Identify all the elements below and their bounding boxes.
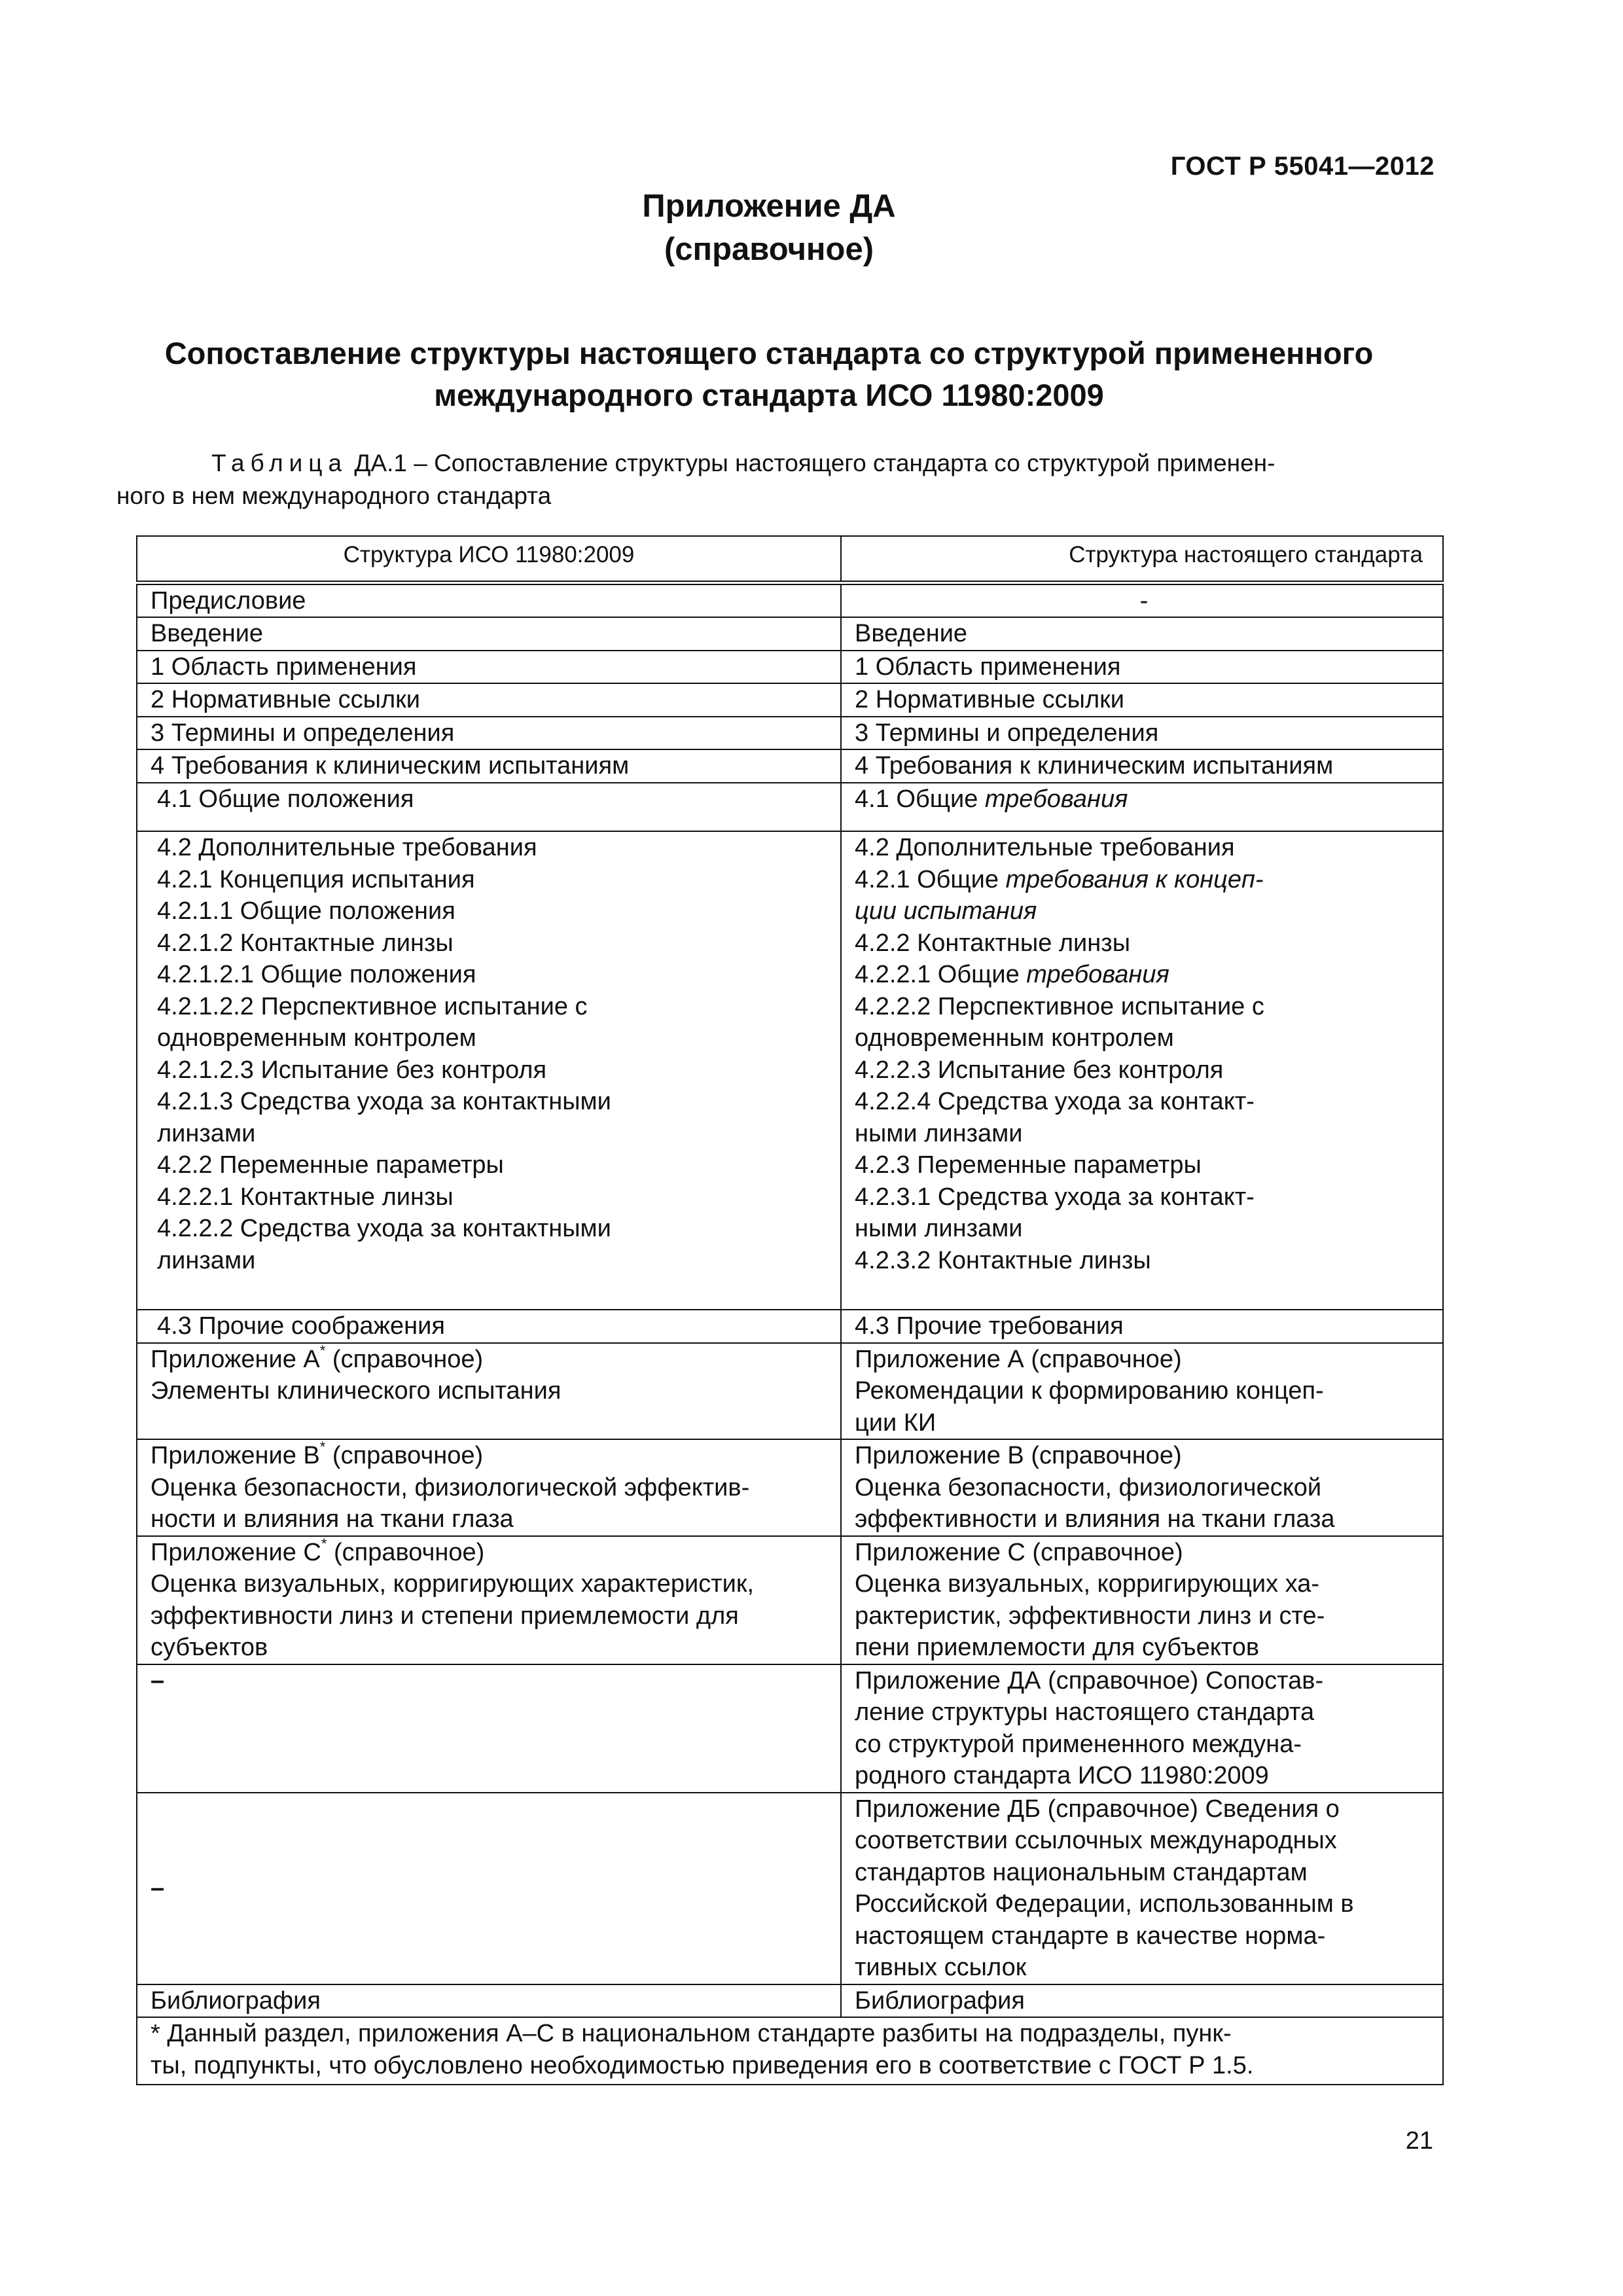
heading-line-1: Сопоставление структуры настоящего стандарта со структурой примененного [164, 336, 1374, 370]
table-footnote [137, 2017, 1443, 2085]
cell-line: Приложение ДА (справочное) Сопостав- [855, 1666, 1324, 1695]
cell-text-italic: требования [984, 785, 1128, 813]
table-row [137, 583, 1443, 617]
cell-line: Приложение А (справочное) [855, 1345, 1182, 1373]
cell-line: 4.2.1.2.3 Испытание без контроля [157, 1056, 547, 1084]
table-row [137, 1536, 1443, 1664]
table-cell [841, 1439, 1443, 1536]
table-caption [116, 447, 1442, 512]
table-row [137, 1343, 1443, 1440]
table-cell [841, 1793, 1443, 1984]
table-cell [137, 1439, 841, 1536]
table-cell: Введение [841, 617, 1443, 651]
table-cell: 4.1 Общие положения [137, 783, 841, 832]
cell-line: ление структуры настоящего стандарта [855, 1698, 1315, 1726]
cell-line: 4.2.3.2 Контактные линзы [855, 1246, 1151, 1274]
table-cell: 4 Требования к клиническим испытаниям [137, 749, 841, 783]
table-cell [137, 1343, 841, 1440]
cell-line: Рекомендации к формированию концеп- [855, 1377, 1324, 1405]
cell-text: (справочное) [327, 1538, 485, 1566]
cell-text-italic: требования [1026, 961, 1169, 988]
cell-line: одновременным контролем [157, 1024, 476, 1052]
table-cell: 3 Термины и определения [841, 717, 1443, 750]
cell-line: 4.2 Дополнительные требования [157, 834, 537, 861]
table-row [137, 831, 1443, 1310]
cell-line: 4.2.1.2.2 Перспективное испытание с [157, 992, 588, 1020]
footnote-marker: * [319, 1342, 326, 1359]
table-cell [841, 783, 1443, 832]
table-cell: 4.3 Прочие требования [841, 1310, 1443, 1343]
footnote-line: * Данный раздел, приложения А–С в национальном стандарте разбиты на подразделы, пунк- [151, 2020, 1232, 2047]
cell-line: линзами [157, 1246, 256, 1274]
cell-text: (справочное) [325, 1345, 484, 1373]
table-row [137, 717, 1443, 750]
cell-line: Приложение С (справочное) [855, 1538, 1183, 1566]
cell-line: 4.2.2 Контактные линзы [855, 929, 1131, 957]
section-heading [98, 332, 1440, 416]
cell-line: пени приемлемости для субъектов [855, 1634, 1260, 1661]
cell-line: 4.2.1.1 Общие положения [157, 897, 455, 925]
cell-text: 4.1 Общие [855, 785, 985, 813]
table-cell: 4 Требования к клиническим испытаниям [841, 749, 1443, 783]
cell-line: эффективности линз и степени приемлемости для [151, 1602, 739, 1630]
table-row [137, 683, 1443, 717]
caption-label: Таблица [211, 450, 348, 476]
cell-line: Оценка безопасности, физиологической [855, 1473, 1322, 1501]
cell-line: ными линзами [855, 1215, 1023, 1242]
cell-line: 4.2.2.4 Средства ухода за контакт- [855, 1088, 1255, 1115]
table-cell: - [841, 583, 1443, 617]
table-row [137, 1310, 1443, 1343]
cell-line [151, 1440, 831, 1472]
table-cell [137, 1536, 841, 1664]
table-row [137, 1439, 1443, 1536]
cell-line: рактеристик, эффективности линз и сте- [855, 1602, 1325, 1630]
cell-line: Оценка безопасности, физиологической эффектив- [151, 1473, 750, 1501]
cell-line: ции КИ [855, 1408, 936, 1437]
cell-text: 4.2.1 Общие [855, 865, 1006, 893]
cell-line: 4.2.2.1 Контактные линзы [157, 1183, 454, 1211]
table-cell: Библиография [841, 1984, 1443, 2018]
caption-text-1: ДА.1 – Сопоставление структуры настоящего стандарта со структурой применен- [348, 450, 1275, 476]
table-cell [841, 1343, 1443, 1440]
heading-line-2: международного стандарта ИСО 11980:2009 [434, 378, 1104, 412]
cell-line [151, 1344, 831, 1376]
table-cell: 1 Область применения [841, 651, 1443, 684]
cell-line: Оценка визуальных, корригирующих характеристик, [151, 1570, 755, 1598]
cell-line: родного стандарта ИСО 11980:2009 [855, 1762, 1269, 1789]
cell-line: 4.2.2.3 Испытание без контроля [855, 1056, 1224, 1084]
table-cell: 1 Область применения [137, 651, 841, 684]
cell-line: одновременным контролем [855, 1024, 1174, 1052]
table-cell [841, 1664, 1443, 1793]
appendix-title-line: Приложение ДА [642, 188, 896, 224]
table-cell: Предисловие [137, 583, 841, 617]
appendix-title [0, 185, 1538, 271]
col-header-iso: Структура ИСО 11980:2009 [137, 536, 841, 583]
col-header-standard: Структура настоящего стандарта [841, 536, 1443, 583]
cell-line: 4.2.3.1 Средства ухода за контакт- [855, 1183, 1255, 1211]
cell-line: 4.2.2.2 Перспективное испытание с [855, 992, 1264, 1020]
cell-line: тивных ссылок [855, 1954, 1027, 1981]
table-cell [841, 831, 1443, 1310]
cell-line: Российской Федерации, использованным в [855, 1890, 1354, 1918]
table-row [137, 749, 1443, 783]
cell-line: ции испытания [855, 897, 1037, 925]
table-cell [137, 831, 841, 1310]
cell-line [855, 959, 1433, 991]
footnote-marker: * [321, 1535, 327, 1552]
cell-text: (справочное) [325, 1442, 484, 1469]
table-row [137, 1793, 1443, 1984]
cell-line: 4.2 Дополнительные требования [855, 834, 1235, 861]
cell-line: 4.2.1.2 Контактные линзы [157, 929, 454, 957]
table-cell: – [137, 1793, 841, 1984]
table-cell: 3 Термины и определения [137, 717, 841, 750]
table-row [137, 1664, 1443, 1793]
cell-line: эффективности и влияния на ткани глаза [855, 1505, 1335, 1533]
table-cell: 2 Нормативные ссылки [841, 683, 1443, 717]
table-row [137, 1984, 1443, 2018]
table-cell: 4.3 Прочие соображения [137, 1310, 841, 1343]
table-cell: 2 Нормативные ссылки [137, 683, 841, 717]
cell-line: настоящем стандарте в качестве норма- [855, 1922, 1326, 1950]
footnote-marker: * [319, 1439, 326, 1455]
cell-text-italic: требования к концеп- [1005, 865, 1264, 893]
cell-line: соответствии ссылочных международных [855, 1827, 1337, 1854]
comparison-table [136, 535, 1444, 2085]
cell-line: Оценка визуальных, корригирующих ха- [855, 1570, 1320, 1598]
cell-text: Приложение B [151, 1442, 320, 1469]
table-header-row [137, 536, 1443, 583]
cell-line [151, 1537, 831, 1569]
cell-line: стандартов национальным стандартам [855, 1858, 1308, 1886]
cell-line: субъектов [151, 1634, 268, 1661]
cell-text: Приложение A [151, 1345, 320, 1373]
cell-line: 4.2.1.3 Средства ухода за контактными [157, 1088, 611, 1115]
cell-line: Приложение В (справочное) [855, 1442, 1182, 1469]
cell-line: линзами [157, 1119, 256, 1147]
table-cell [841, 1536, 1443, 1664]
cell-line: 4.2.2.2 Средства ухода за контактными [157, 1215, 611, 1242]
cell-line: 4.2.1.2.1 Общие положения [157, 961, 476, 988]
table-row [137, 651, 1443, 684]
cell-line: ности и влияния на ткани глаза [151, 1505, 514, 1533]
cell-line: 4.2.2 Переменные параметры [157, 1151, 504, 1179]
table-cell: – [137, 1664, 841, 1793]
cell-line: ными линзами [855, 1119, 1023, 1147]
cell-line: Элементы клинического испытания [151, 1377, 562, 1405]
document-code: ГОСТ Р 55041—2012 [1170, 152, 1435, 181]
cell-text: 4.2.2.1 Общие [855, 961, 1027, 988]
cell-line [855, 864, 1433, 896]
table-row [137, 617, 1443, 651]
page-number: 21 [1405, 2127, 1433, 2155]
table-cell: Введение [137, 617, 841, 651]
cell-line: Приложение ДБ (справочное) Сведения о [855, 1795, 1340, 1823]
table-footnote-row [137, 2017, 1443, 2085]
caption-text-2: ного в нем международного стандарта [116, 482, 552, 509]
table-cell: Библиография [137, 1984, 841, 2018]
table-row [137, 783, 1443, 832]
cell-line: 4.2.3 Переменные параметры [855, 1151, 1202, 1179]
appendix-subtitle: (справочное) [664, 232, 874, 267]
cell-text: Приложение C [151, 1538, 321, 1566]
footnote-line: ты, подпункты, что обусловлено необходимостью приведения его в соответствие с ГОСТ Р 1.5. [151, 2051, 1254, 2079]
cell-line: со структурой примененного междуна- [855, 1730, 1302, 1758]
cell-line: 4.2.1 Концепция испытания [157, 865, 475, 893]
